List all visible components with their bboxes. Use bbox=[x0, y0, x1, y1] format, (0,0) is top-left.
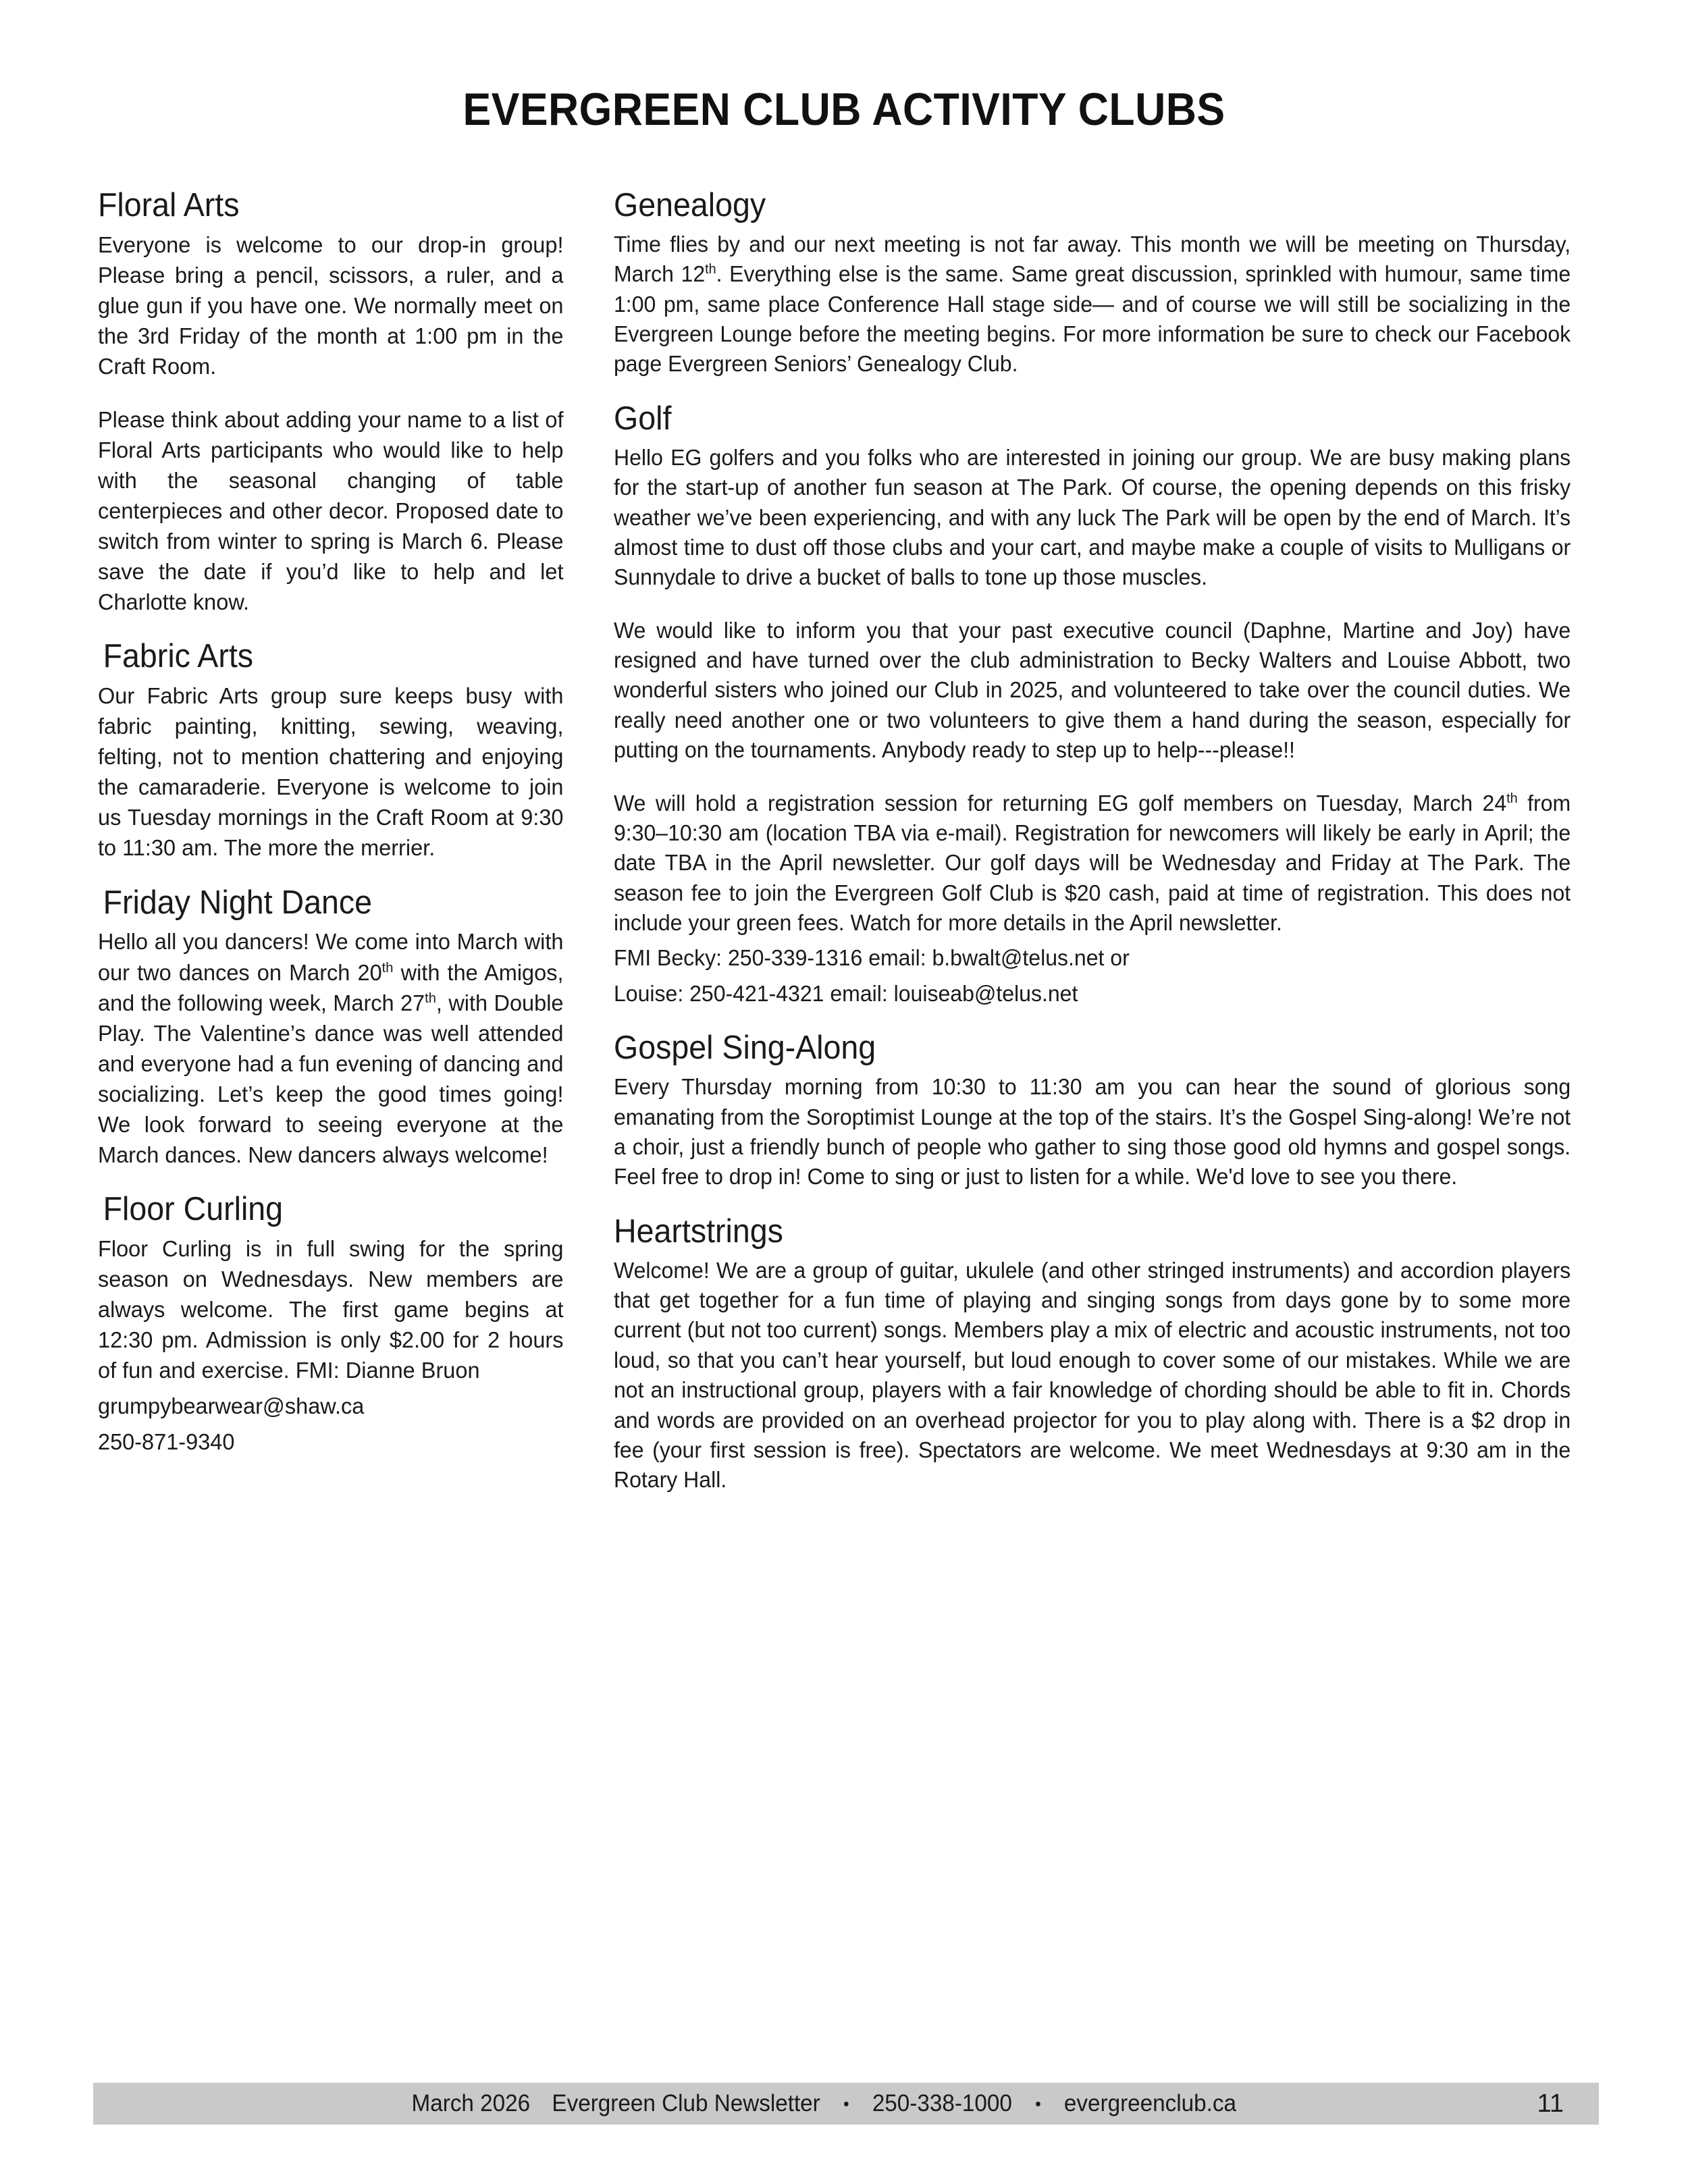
footer-newsletter-name: Evergreen Club Newsletter bbox=[552, 2090, 820, 2116]
footer-phone[interactable]: 250-338-1000 bbox=[872, 2090, 1012, 2116]
section-heading-friday-night-dance: Friday Night Dance bbox=[103, 884, 373, 921]
footer-website[interactable]: evergreenclub.ca bbox=[1063, 2090, 1237, 2116]
paragraph-fabric-arts-1: Our Fabric Arts group sure keeps busy with fabric painting, knitting, sewing, weaving, felting, not to mention chattering and enjoying the camaraderie. Everyone is welcome to join us Tuesday mornings in the Craft Room at 9:30 to 11:30 am. The more the merrier. bbox=[98, 683, 564, 861]
paragraph-gospel-sing-along-1: Every Thursday morning from 10:30 to 11:30 am you can hear the sound of glorious song emanating from the Soroptimist Lounge at the top of the stairs. It’s the Gospel Sing-along! We’re not a choir, just a friendly bunch of people who gather to sing those good old hymns and gospel songs. Feel free to drop in! Come to sing or just to listen for a while. We'd love to see you there. bbox=[614, 1074, 1571, 1190]
floor-curling-phone[interactable]: 250-871-9340 bbox=[98, 1429, 235, 1454]
paragraph-heartstrings-1: Welcome! We are a group of guitar, ukulele (and other stringed instruments) and accordion players that get together for a fun time of playing and singing songs from days gone by to some more current (but not too current) songs. Members play a mix of electric and acoustic instruments, not too loud, so that you can’t hear yourself, but loud enough to cover some of our mistakes. While we are not an instructional group, players with a fair knowledge of chording should be able to fit in. Chords and words are provided on an overhead projector for you to play along with. There is a $2 drop in fee (your first session is free). Spectators are welcome. We meet Wednesdays at 9:30 am in the Rotary Hall. bbox=[614, 1257, 1571, 1493]
left-column bbox=[98, 189, 571, 1495]
footer-separator-icon: • bbox=[843, 2094, 849, 2114]
footer-page-number: 11 bbox=[1537, 2089, 1564, 2118]
fnd-text-a: Hello all you dancers! We come into March with our two dances on March 20 bbox=[98, 929, 564, 985]
section-heading-genealogy: Genealogy bbox=[614, 187, 766, 223]
fnd-text-c: , with Double Play. The Valentine’s dance was well attended and everyone had a fun evening of dancing and socializing. Let’s keep the good times going! We look forward to seeing everyone at the March dances. New dancers always welcome! bbox=[98, 990, 564, 1167]
floor-curling-email[interactable]: grumpybearwear@shaw.ca bbox=[98, 1393, 365, 1418]
section-heading-floral-arts: Floral Arts bbox=[98, 187, 240, 223]
section-heading-gospel-sing-along: Gospel Sing-Along bbox=[614, 1030, 876, 1067]
paragraph-golf-2: We would like to inform you that your past executive council (Daphne, Martine and Joy) have resigned and have turned over the club administration to Becky Walters and Louise Abbott, two wonderful sisters who joined our Club in 2025, and volunteered to take over the council duties. We really need another one or two volunteers to give them a hand during the season, especially for putting on the tournaments. Anybody ready to step up to help---please!! bbox=[614, 617, 1571, 763]
golf-contact-becky[interactable]: FMI Becky: 250-339-1316 email: b.bwalt@telus.net or bbox=[614, 945, 1130, 971]
ordinal-suffix: th bbox=[425, 990, 436, 1006]
paragraph-golf-1: Hello EG golfers and you folks who are interested in joining our group. We are busy making plans for the start-up of another fun season at The Park. Of course, the opening depends on this frisky weather we’ve been experiencing, and with any luck The Park will be open by the end of March. It’s almost time to dust off those clubs and your cart, and maybe make a couple of visits to Mulligans or Sunnydale to drive a bucket of balls to tone up those muscles. bbox=[614, 444, 1571, 590]
ordinal-suffix: th bbox=[705, 261, 716, 277]
page-title: EVERGREEN CLUB ACTIVITY CLUBS bbox=[463, 84, 1225, 135]
footer-separator-icon: • bbox=[1035, 2094, 1041, 2114]
footer-content bbox=[147, 2090, 1502, 2117]
ordinal-suffix: th bbox=[1506, 790, 1518, 806]
section-heading-floor-curling: Floor Curling bbox=[103, 1190, 284, 1227]
paragraph-golf-3 bbox=[614, 789, 1571, 938]
golf-contact-louise[interactable]: Louise: 250-421-4321 email: louiseab@telus.net bbox=[614, 980, 1078, 1006]
gen-text-a: Time flies by and our next meeting is not far away. This month we will be meeting on Thursday, March 12 bbox=[614, 231, 1571, 287]
section-heading-heartstrings: Heartstrings bbox=[614, 1213, 783, 1250]
paragraph-floral-arts-2: Please think about adding your name to a list of Floral Arts participants who would like to help with the seasonal changing of table centerpieces and other decor. Proposed date to switch from winter to spring is March 6. Please save the date if you’d like to help and let Charlotte know. bbox=[98, 407, 564, 615]
gen-text-b: . Everything else is the same. Same great discussion, sprinkled with humour, same time 1:00 pm, same place Conference Hall stage side— and of course we will still be socializing in the Evergreen Lounge before the meeting begins. For more information be sure to check our Facebook page Evergreen Seniors’ Genealogy Club. bbox=[614, 261, 1571, 377]
golf-text-b: from 9:30–10:30 am (location TBA via e-mail). Registration for newcomers will likely be early in April; the date TBA in the April newsletter. Our golf days will be Wednesday and Friday at The Park. The season fee to join the Evergreen Golf Club is $20 cash, paid at time of registration. This does not include your green fees. Watch for more details in the April newsletter. bbox=[614, 790, 1571, 936]
paragraph-floral-arts-1: Everyone is welcome to our drop-in group! Please bring a pencil, scissors, a ruler, and a glue gun if you have one. We normally meet on the 3rd Friday of the month at 1:00 pm in the Craft Room. bbox=[98, 232, 564, 379]
section-heading-fabric-arts: Fabric Arts bbox=[103, 638, 254, 675]
fnd-text-b: with the Amigos, and the following week, March 27 bbox=[98, 959, 564, 1015]
golf-text-a: We will hold a registration session for returning EG golf members on Tuesday, March 24 bbox=[614, 790, 1507, 816]
footer-date: March 2026 bbox=[411, 2090, 531, 2116]
right-column bbox=[614, 189, 1600, 1495]
two-column-layout bbox=[98, 189, 1600, 1495]
section-heading-golf: Golf bbox=[614, 400, 672, 437]
paragraph-floor-curling-1: Floor Curling is in full swing for the spring season on Wednesdays. New members are always welcome. The first game begins at 12:30 pm. Admission is only $2.00 for 2 hours of fun and exercise. FMI: Dianne Bruon bbox=[98, 1235, 564, 1383]
footer-bar bbox=[93, 2083, 1599, 2125]
paragraph-genealogy-1 bbox=[614, 230, 1571, 379]
ordinal-suffix: th bbox=[381, 959, 394, 976]
paragraph-friday-night-dance-1 bbox=[98, 926, 564, 1169]
